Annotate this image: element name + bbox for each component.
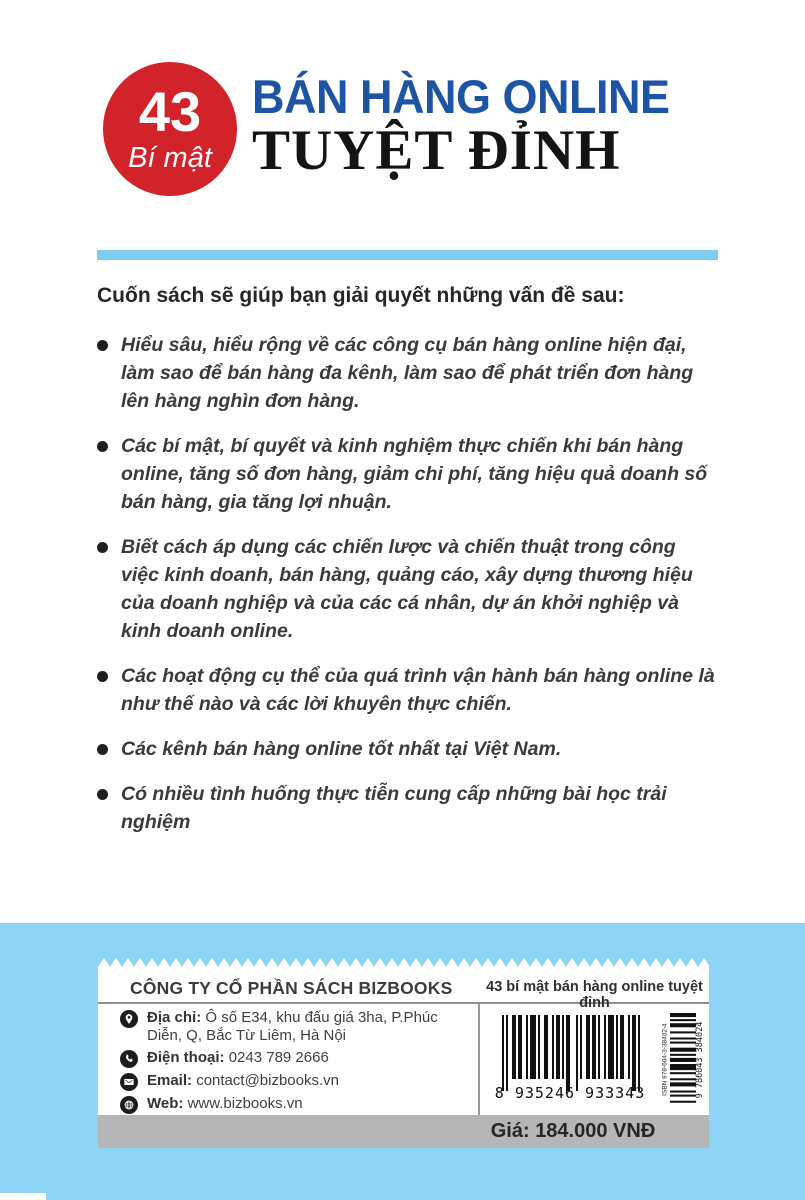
bullet-dot-icon (97, 441, 108, 452)
colon: : (187, 1072, 197, 1089)
price-strip (98, 1115, 709, 1148)
contact-list (120, 1009, 472, 1118)
book-title-line2: TUYỆT ĐỈNH (252, 119, 621, 183)
ean-digits: 8 935246 933343 (494, 1084, 646, 1102)
isbn-digits: 9 786043 384024 (695, 1021, 705, 1099)
contact-row-email (120, 1072, 472, 1091)
globe-icon (120, 1096, 138, 1114)
price-text: Giá: 184.000 VNĐ (490, 1120, 656, 1142)
publisher-card-body (98, 967, 709, 1115)
contact-value: contact@bizbooks.vn (196, 1072, 340, 1089)
list-item (97, 735, 719, 763)
contact-row-address (120, 1009, 472, 1045)
bullet-dot-icon (97, 671, 108, 682)
intro-text: Cuốn sách sẽ giúp bạn giải quyết những vấn đề sau: (97, 284, 625, 307)
contact-phone (147, 1049, 329, 1068)
colon: : (178, 1095, 188, 1112)
bullet-text: Các kênh bán hàng online tốt nhất tại Việt Nam. (121, 738, 562, 760)
phone-icon (120, 1050, 138, 1068)
contact-label: Web (147, 1095, 179, 1112)
list-item (97, 533, 719, 645)
book-title (252, 69, 670, 183)
colon: : (219, 1049, 229, 1066)
bullet-text: Hiểu sâu, hiểu rộng về các công cụ bán hàng online hiện đại, làm sao để bán hàng đa kênh, làm sao để phát triển đơn hàng lên hàng nghìn đơn hàng. (121, 334, 694, 412)
contact-address (147, 1009, 472, 1045)
ean-barcode (494, 1015, 646, 1111)
contact-value: www.bizbooks.vn (187, 1095, 303, 1112)
isbn-text: ISBN 978-604-3-38402-4 (661, 1023, 669, 1096)
list-item (97, 780, 719, 836)
badge-label: Bí mật (128, 142, 212, 175)
colon: : (196, 1009, 206, 1026)
ean-bars (494, 1015, 646, 1093)
contact-label: Địa chỉ (147, 1009, 197, 1026)
contact-label: Điện thoại (147, 1049, 220, 1066)
bullet-dot-icon (97, 744, 108, 755)
isbn-bars (670, 1013, 696, 1107)
bullet-dot-icon (97, 789, 108, 800)
bullet-text: Có nhiều tình huống thực tiễn cung cấp những bài học trải nghiệm (121, 783, 667, 833)
mail-icon (120, 1073, 138, 1091)
list-item (97, 331, 719, 415)
zigzag-edge (98, 958, 709, 967)
count-badge (103, 62, 237, 196)
bullet-dot-icon (97, 542, 108, 553)
publisher-name: CÔNG TY CỔ PHẦN SÁCH BIZBOOKS (130, 978, 453, 998)
blue-divider-bar (97, 250, 718, 260)
contact-value: 0243 789 2666 (228, 1049, 329, 1066)
list-item (97, 662, 719, 718)
book-title-line1: BÁN HÀNG ONLINE (252, 69, 670, 124)
contact-row-web (120, 1095, 472, 1114)
badge-number: 43 (138, 80, 202, 144)
benefits-list (97, 331, 719, 853)
publisher-card (98, 958, 709, 1148)
list-item (97, 432, 719, 516)
isbn-barcode (658, 1011, 704, 1111)
card-vertical-divider (478, 1004, 480, 1115)
bullet-text: Biết cách áp dụng các chiến lược và chiến thuật trong công việc kinh doanh, bán hàng, quảng cáo, xây dựng thương hiệu của doanh nghiệp và của các cá nhân, dự án khởi nghiệp và kinh doanh online. (121, 536, 693, 642)
contact-web (147, 1095, 303, 1114)
contact-label: Email (147, 1072, 188, 1089)
bullet-text: Các bí mật, bí quyết và kinh nghiệm thực chiến khi bán hàng online, tăng số đơn hàng, giảm chi phí, tăng hiệu quả doanh số bán hàng, gia tăng lợi nhuận. (121, 435, 708, 513)
bullet-dot-icon (97, 340, 108, 351)
location-pin-icon (120, 1010, 138, 1028)
bullet-text: Các hoạt động cụ thể của quá trình vận hành bán hàng online là như thế nào và các lời khuyên thực chiến. (121, 665, 715, 715)
contact-value: Ô số E34, khu đấu giá 3ha, P.Phúc Diễn, Q, Bắc Từ Liêm, Hà Nội (147, 1009, 438, 1044)
corner-notch (0, 1193, 46, 1200)
barcode-book-title: 43 bí mật bán hàng online tuyệt đỉnh (486, 979, 703, 1011)
contact-email (147, 1072, 339, 1091)
contact-row-phone (120, 1049, 472, 1068)
